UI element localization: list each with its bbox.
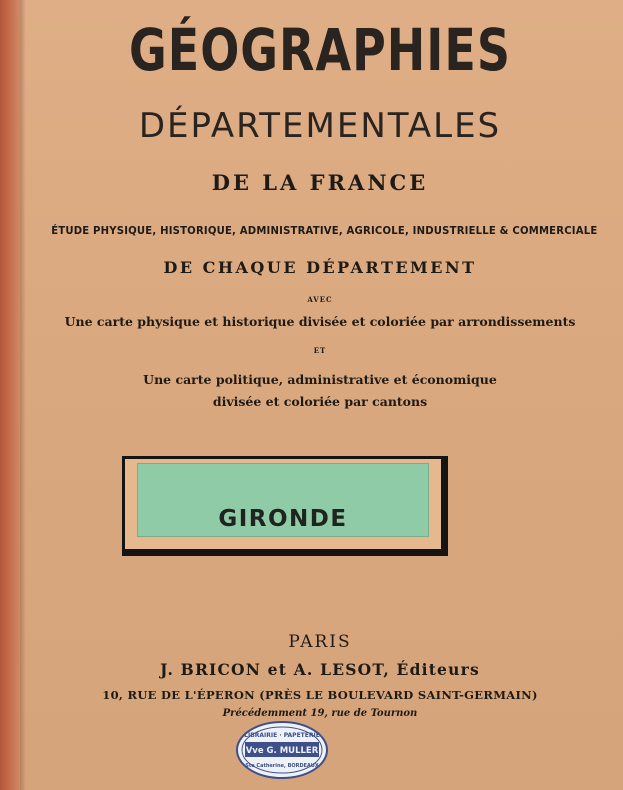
publisher-address: 10, RUE DE L'ÉPERON (PRÈS LE BOULEVARD SAINT-GERMAIN): [102, 688, 538, 702]
map-description-2a: Une carte politique, administrative et économique: [143, 372, 497, 387]
publisher-names: J. BRICON et A. LESOT, Éditeurs: [160, 660, 480, 679]
title-line-3: DE LA FRANCE: [211, 170, 429, 195]
et-text: ET: [313, 346, 327, 355]
each-department-heading: DE CHAQUE DÉPARTEMENT: [163, 258, 477, 277]
spine-shadow: [20, 0, 26, 790]
bookseller-stamp-graphic: [235, 720, 329, 780]
label-frame-inner: [125, 459, 441, 549]
department-label-frame: [122, 456, 448, 556]
publisher-city: PARIS: [288, 632, 352, 652]
stamp-line-1: LIBRAIRIE · PAPETERIE: [244, 732, 320, 739]
bookseller-stamp: [235, 720, 329, 780]
title-line-1: GÉOGRAPHIES: [129, 16, 511, 84]
department-name: GIRONDE: [218, 506, 348, 532]
stamp-line-3: Ste Catherine, BORDEAUX: [245, 763, 319, 769]
map-description-2b: divisée et coloriée par cantons: [212, 394, 428, 409]
cloth-spine: [0, 0, 20, 790]
stamp-line-2: Vve G. MULLER: [245, 746, 319, 756]
subtitle: ÉTUDE PHYSIQUE, HISTORIQUE, ADMINISTRATIVE, AGRICOLE, INDUSTRIELLE & COMMERCIALE: [51, 225, 598, 237]
department-label: [137, 463, 429, 537]
previous-address: Précédemment 19, rue de Tournon: [222, 708, 418, 719]
title-line-2: DÉPARTEMENTALES: [138, 106, 502, 146]
avec-text: AVEC: [307, 295, 333, 304]
map-description-1: Une carte physique et historique divisée et coloriée par arrondissements: [64, 314, 576, 329]
